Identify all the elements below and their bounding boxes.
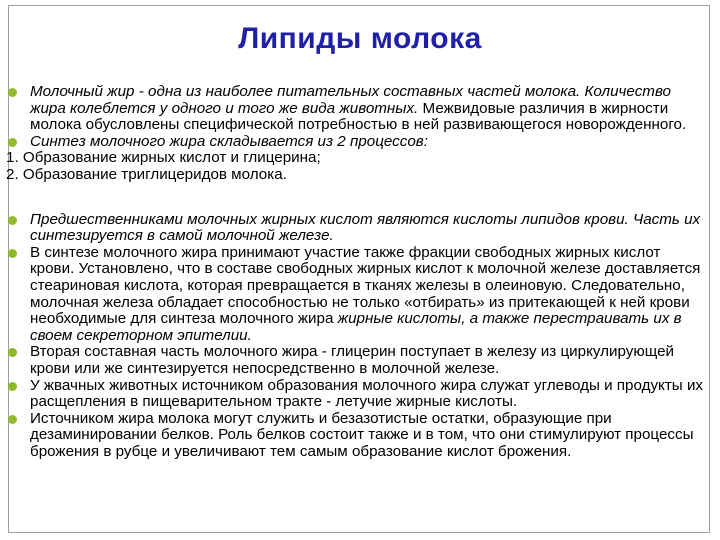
bullet-icon: [8, 216, 17, 225]
bullet-text: В синтезе молочного жира принимают участие также фракции свободных жирных кислот крови. Установлено, что в составе свободных жирных кислот к молочной железе доставляется стеариновая кислота, которая превращается в тканях железы в олеиновую. Следовательно, молочная железа обладает способностью не только «отбирать» из притекающей к ней крови необходимые для синтеза молочного жира: [30, 243, 701, 328]
bullet-item-milk-fat: [6, 84, 706, 134]
bullet-item-glycerin: [6, 344, 706, 377]
bullet-text-italic: жирные кислоты, а также перестраивать их в своем секреторном эпителии.: [30, 310, 682, 344]
bullet-text: Предшественниками молочных жирных кислот являются кислоты липидов крови. Часть их синтезируется в самой молочной железе.: [30, 210, 701, 245]
numbered-item-2: 2. Образование триглицеридов молока.: [6, 165, 287, 183]
bullet-item-precursors: [6, 212, 706, 245]
spacer: [6, 184, 706, 212]
bullet-item-proteins: [6, 411, 706, 461]
bullet-icon: [8, 249, 17, 258]
bullet-icon: [8, 88, 17, 97]
bullet-item-synthesis: [6, 134, 706, 151]
bullet-icon: [8, 138, 17, 147]
bullet-text: У жвачных животных источником образования молочного жира служат углеводы и продукты их расщепления в пищеварительном тракте - летучие жирные кислоты.: [30, 376, 704, 411]
bullet-icon: [8, 415, 17, 424]
bullet-text: Синтез молочного жира складывается из 2 процессов:: [30, 132, 428, 150]
slide-content: [6, 84, 706, 460]
numbered-item-1: 1. Образование жирных кислот и глицерина;: [6, 149, 321, 167]
bullet-text: Источником жира молока могут служить и безазотистые остатки, образующие при дезаминировании белков. Роль белков состоит также и в том, что они стимулируют процессы брожения в рубце и увеличивают тем самым образование кислот брожения.: [30, 409, 694, 460]
bullet-icon: [8, 348, 17, 357]
bullet-item-ruminants: [6, 378, 706, 411]
bullet-icon: [8, 382, 17, 391]
bullet-text-italic: Молочный жир - одна из наиболее питательных составных частей молока. Количество жира колеблется у одного и того же вида животных.: [30, 83, 671, 117]
bullet-text: Межвидовые различия в жирности молока обусловлены специфической потребностью в ней развивающегося новорожденного.: [30, 99, 687, 134]
bullet-text: Вторая составная часть молочного жира - глицерин поступает в железу из циркулирующей крови или же синтезируется непосредственно в молочной железе.: [30, 343, 675, 377]
slide-title: Липиды молока: [238, 22, 482, 55]
bullet-item-free-fatty-acids: [6, 245, 706, 345]
